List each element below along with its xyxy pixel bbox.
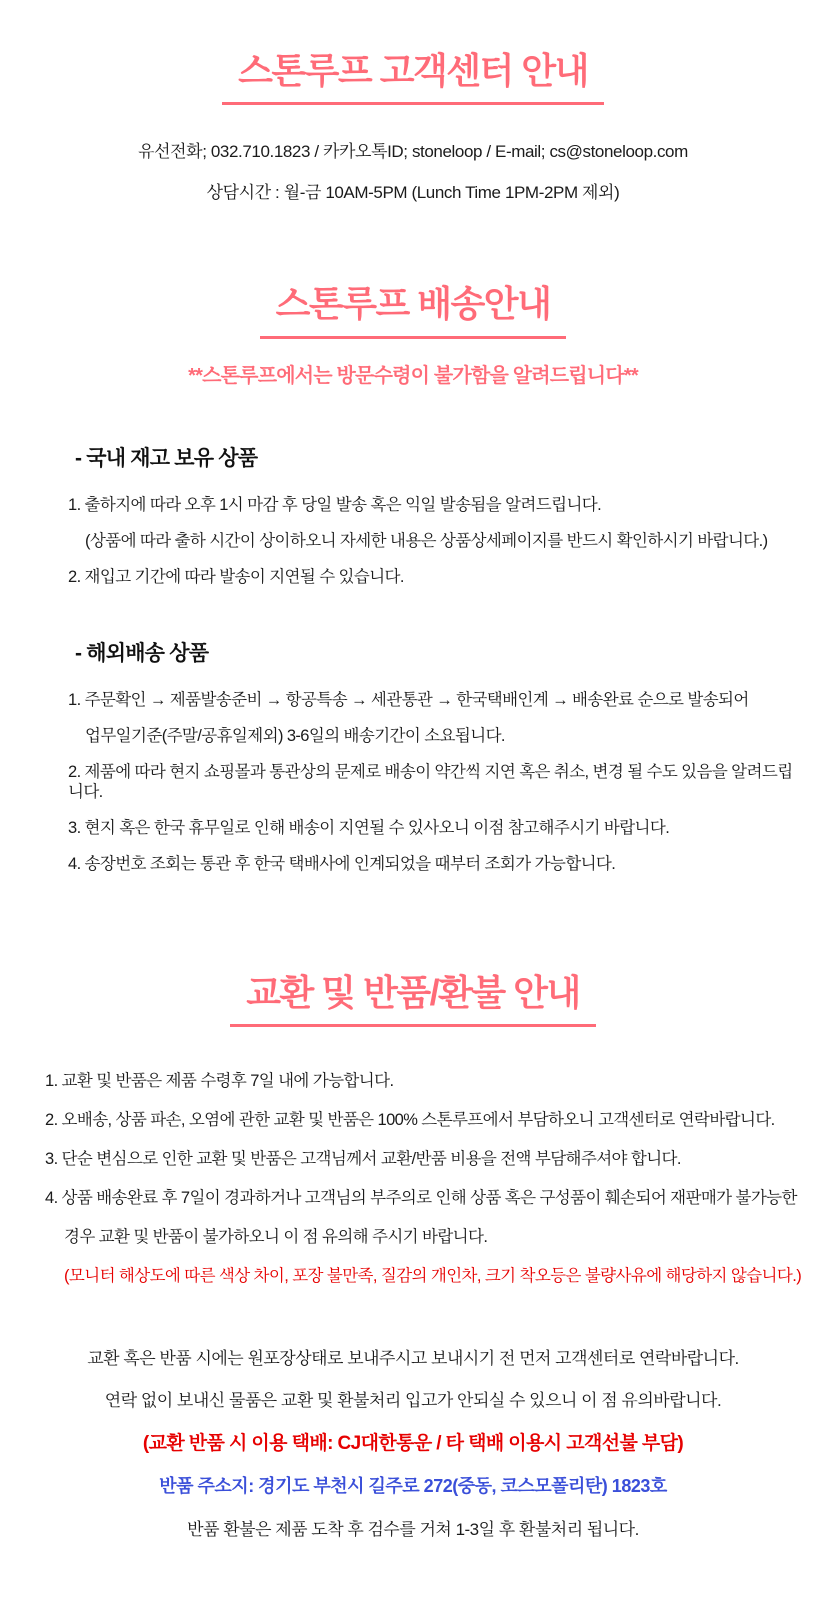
overseas-line-1-cont: 업무일기준(주말/공휴일제외) 3-6일의 배송기간이 소요됩니다. — [85, 726, 505, 745]
no-pickup-notice: **스톤루프에서는 방문수령이 불가함을 알려드립니다** — [188, 364, 638, 387]
returns-title-wrap — [0, 972, 826, 1027]
domestic-shipping-heading: - 국내 재고 보유 상품 — [75, 446, 258, 470]
customer-center-section — [0, 0, 826, 203]
footer-no-contact-line: 연락 없이 보내신 물품은 교환 및 환불처리 입고가 안되실 수 있으니 이 점 유의바랍니다. — [104, 1391, 722, 1411]
overseas-line-2: 2. 제품에 따라 현지 쇼핑몰과 통관상의 문제로 배송이 약간씩 지연 혹은 취소, 변경 될 수도 있음을 알려드립니다. — [68, 762, 793, 801]
customer-center-title: 스톤루프 고객센터 안내 — [222, 50, 604, 105]
overseas-shipping-heading: - 해외배송 상품 — [75, 641, 209, 665]
courier-notice-line: (교환 반품 시 이용 택배: CJ대한통운 / 타 택배 이용시 고객선불 부담) — [142, 1433, 684, 1455]
footer-contact-first-line: 교환 혹은 반품 시에는 원포장상태로 보내주시고 보내시기 전 먼저 고객센터로 연락바랍니다. — [87, 1349, 739, 1369]
overseas-line-1: 1. 주문확인 → 제품발송준비 → 항공특송 → 세관통관 → 한국택배인계 → 배송완료 순으로 발송되어 — [68, 690, 749, 709]
overseas-line-3: 3. 현지 혹은 한국 휴무일로 인해 배송이 지연될 수 있사오니 이점 참고해주시기 바랍니다. — [68, 818, 670, 837]
returns-footer — [0, 1344, 826, 1540]
returns-line-2: 2. 오배송, 상품 파손, 오염에 관한 교환 및 반품은 100% 스톤루프에서 부담하오니 고객센터로 연락바랍니다. — [45, 1111, 775, 1130]
returns-title: 교환 및 반품/환불 안내 — [230, 972, 596, 1027]
return-address-line: 반품 주소지: 경기도 부천시 길주로 272(중동, 코스모폴리탄) 1823호 — [159, 1476, 667, 1497]
customer-center-title-wrap — [0, 50, 826, 105]
returns-line-4: 4. 상품 배송완료 후 7일이 경과하거나 고객님의 부주의로 인해 상품 혹은 구성품이 훼손되어 재판매가 불가능한 — [45, 1189, 797, 1208]
domestic-line-1: 1. 출하지에 따라 오후 1시 마감 후 당일 발송 혹은 익일 발송됨을 알려드립니다. — [68, 495, 602, 514]
overseas-line-4: 4. 송장번호 조회는 통관 후 한국 택배사에 인계되었을 때부터 조회가 가능합니다. — [68, 854, 616, 873]
contact-info-line: 유선전화; 032.710.1823 / 카카오톡ID; stoneloop / E-mail; cs@stoneloop.com — [138, 142, 688, 162]
shipping-title-wrap — [0, 283, 826, 338]
shipping-title: 스톤루프 배송안내 — [260, 283, 567, 338]
service-hours-line: 상담시간 : 월-금 10AM-5PM (Lunch Time 1PM-2PM 제외) — [206, 183, 620, 203]
domestic-line-2: 2. 재입고 기간에 따라 발송이 지연될 수 있습니다. — [68, 567, 404, 586]
overseas-shipping-block — [0, 637, 826, 874]
domestic-line-1-note: (상품에 따라 출하 시간이 상이하오니 자세한 내용은 상품상세페이지를 반드시 확인하시기 바랍니다.) — [85, 531, 768, 550]
returns-line-3: 3. 단순 변심으로 인한 교환 및 반품은 고객님께서 교환/반품 비용을 전액 부담해주셔야 합니다. — [45, 1150, 681, 1169]
returns-line-4-cont: 경우 교환 및 반품이 불가하오니 이 점 유의해 주시기 바랍니다. — [64, 1228, 488, 1247]
domestic-shipping-block — [0, 442, 826, 587]
bottom-padding — [0, 1540, 826, 1600]
returns-line-1: 1. 교환 및 반품은 제품 수령후 7일 내에 가능합니다. — [45, 1072, 394, 1091]
returns-list — [0, 1071, 826, 1286]
refund-processing-line: 반품 환불은 제품 도착 후 검수를 거쳐 1-3일 후 환불처리 됩니다. — [187, 1520, 639, 1540]
defect-exclusion-warning: (모니터 해상도에 따른 색상 차이, 포장 불만족, 질감의 개인차, 크기 착오등은 불량사유에 해당하지 않습니다.) — [64, 1267, 802, 1286]
returns-section — [0, 972, 826, 1600]
shipping-section — [0, 283, 826, 873]
